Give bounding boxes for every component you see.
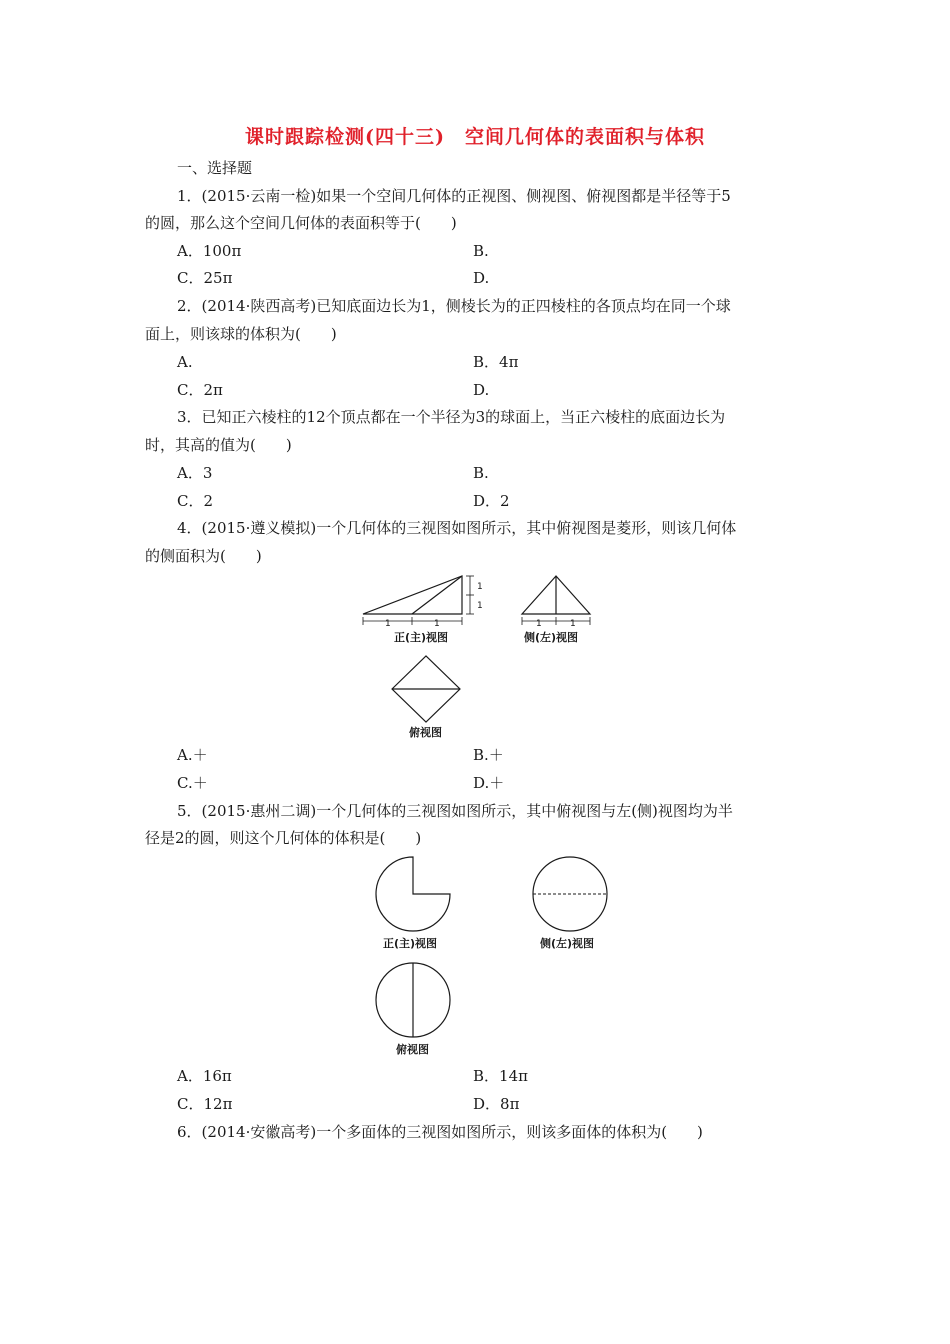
- q2-option-c: C．2π: [177, 381, 223, 399]
- q3-option-c: C．2: [177, 492, 214, 510]
- q1-line2: 的圆，那么这个空间几何体的表面积等于( ): [145, 214, 457, 232]
- q5-line1: 5．(2015·惠州二调)一个几何体的三视图如图所示，其中俯视图与左(侧)视图均为半: [177, 802, 733, 820]
- q2-option-a: A.: [177, 353, 193, 371]
- q2-option-b: B．4π: [473, 353, 519, 371]
- q4-line1: 4．(2015·遵义模拟)一个几何体的三视图如图所示，其中俯视图是菱形，则该几何体: [177, 519, 737, 537]
- q3-option-a: A．3: [177, 464, 213, 482]
- q4-dim-label: 1: [477, 582, 483, 592]
- q5-front-view-shape: [376, 857, 450, 931]
- q2-option-d: D.: [473, 381, 490, 399]
- q5-option-a: A．16π: [177, 1067, 232, 1085]
- q4-line2: 的侧面积为( ): [145, 547, 262, 565]
- q5-option-c: C．12π: [177, 1095, 233, 1113]
- q1-option-c: C．25π: [177, 269, 233, 287]
- q3-line2: 时，其高的值为( ): [145, 436, 292, 454]
- q4-dim-label: 1: [536, 619, 542, 629]
- q6-line1: 6．(2014·安徽高考)一个多面体的三视图如图所示，则该多面体的体积为( ): [177, 1123, 703, 1141]
- q2-line2: 面上，则该球的体积为( ): [145, 325, 337, 343]
- q3-option-d: D．2: [473, 492, 510, 510]
- q5-front-view-label: 正(主)视图: [383, 937, 438, 950]
- page-title: 课时跟踪检测(四十三) 空间几何体的表面积与体积: [245, 126, 705, 148]
- q4-top-view-label: 俯视图: [409, 726, 442, 739]
- q4-option-b: B.＋: [473, 746, 504, 764]
- q1-line1: 1．(2015·云南一检)如果一个空间几何体的正视图、侧视图、俯视图都是半径等于5: [177, 187, 731, 205]
- q4-option-c: C.＋: [177, 774, 208, 792]
- q4-option-a: A.＋: [177, 746, 208, 764]
- section-heading: 一、选择题: [177, 159, 253, 177]
- q4-dim-label: 1: [477, 601, 483, 611]
- q5-option-d: D．8π: [473, 1095, 520, 1113]
- q4-front-view-label: 正(主)视图: [394, 631, 449, 644]
- q3-option-b: B.: [473, 464, 489, 482]
- q4-option-d: D.＋: [473, 774, 505, 792]
- q4-side-view-label: 侧(左)视图: [524, 631, 579, 644]
- q5-option-b: B．14π: [473, 1067, 528, 1085]
- q4-dim-label: 1: [570, 619, 576, 629]
- q3-line1: 3．已知正六棱柱的12个顶点都在一个半径为3的球面上，当正六棱柱的底面边长为: [177, 408, 726, 426]
- q5-line2: 径是2的圆，则这个几何体的体积是( ): [145, 829, 422, 847]
- q2-line1: 2．(2014·陕西高考)已知底面边长为1，侧棱长为的正四棱柱的各顶点均在同一个球: [177, 297, 731, 315]
- q4-dim-label: 1: [434, 619, 440, 629]
- q5-top-view-label: 俯视图: [396, 1043, 429, 1056]
- q1-option-d: D.: [473, 269, 490, 287]
- q5-side-view-label: 侧(左)视图: [540, 937, 595, 950]
- q4-dim-label: 1: [385, 619, 391, 629]
- q1-option-b: B.: [473, 242, 489, 260]
- q1-option-a: A．100π: [177, 242, 242, 260]
